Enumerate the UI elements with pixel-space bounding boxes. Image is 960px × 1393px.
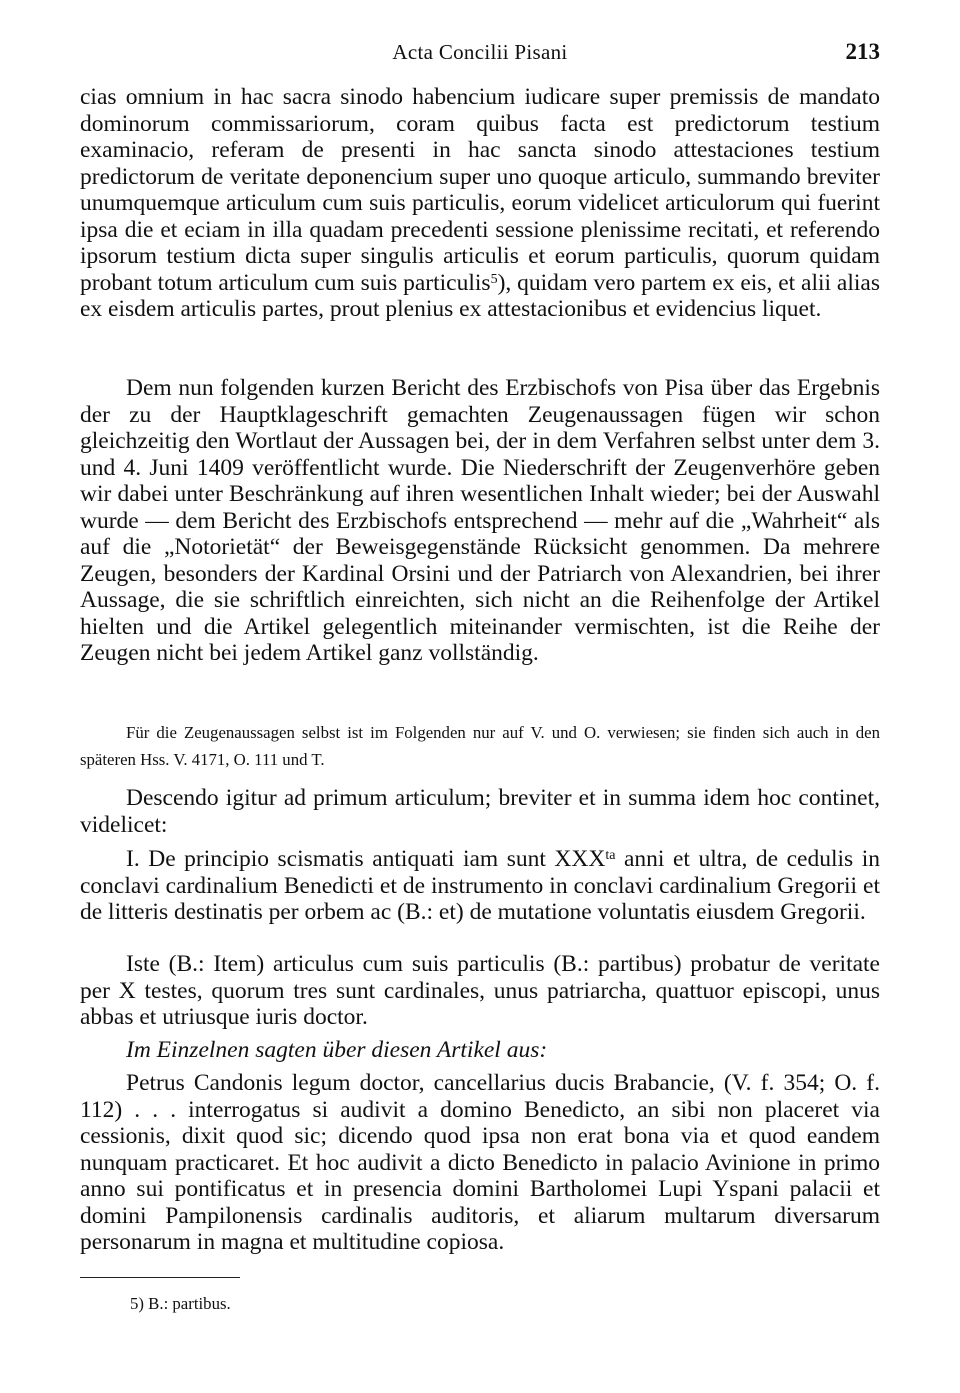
paragraph-latin-intro [80, 84, 880, 323]
paragraph-descendo [80, 785, 880, 838]
superscript: ta [605, 848, 616, 863]
small-print-note [80, 720, 880, 773]
paragraph-text: Petrus Candonis legum doctor, cancellarius ducis Brabancie, (V. f. 354; O. f. 112) . . . interrogatus si audivit a domino Benedicto, an sibi non placeret via cessionis, dixit quod sic; dicendo quod ipsa non erat bona via et quod eandem nunquam practicaret. Et hoc audivit a dicto Benedicto in palacio Avinione in primo anno sui pontificatus et in presencia domini Bartholomei Lupi Yspani palacii et domini Pampilonensis cardinalis auditoris, et aliarum multarum diversarum personarum in magna et multitudine copiosa. [80, 1070, 880, 1255]
paragraph-text: Iste (B.: Item) articulus cum suis particulis (B.: partibus) probatur de veritate per X testes, quorum tres sunt cardinales, unus patriarcha, quattuor episcopi, unus abbas et utriusque iuris doctor. [80, 951, 880, 1030]
footnote-reference: 5 [490, 271, 498, 287]
page-number: 213 [845, 39, 880, 64]
paragraph-text: ), quidam vero partem ex eis, et alii alias ex eisdem articulis partes, prout plenius ex attestacionibus et evidencius liquet. [80, 269, 880, 322]
paragraph-iste [80, 951, 880, 1031]
italic-heading [80, 1037, 880, 1064]
paragraph-text: I. De principio scismatis antiquati iam sunt XXX [126, 846, 606, 872]
footnote-divider [80, 1277, 240, 1278]
running-header [80, 36, 880, 68]
note-text: Für die Zeugenaussagen selbst ist im Folgenden nur auf V. und O. verwiesen; sie finden sich auch in den späteren Hss. V. 4171, O. 111 und T. [80, 723, 880, 769]
paragraph-text: cias omnium in hac sacra sinodo habencium iudicare super premissis de mandato dominorum commissariorum, coram quibus facta est predictorum testium examinacio, referam de presenti in hac sancta sinodo attestaciones testium predictorum de veritate deponencium super uno quoque articulo, summando breviter unumquemque articulum cum suis particulis, eorum videlicet articulorum qui fuerint ipsa die et eciam in illa quadam precedenti sessione plenissime recitati, et referendo ipsorum testium dicta super singulis articulis et eorum particulis, quorum quidam probant totum articulum cum suis particulis [80, 84, 880, 296]
paragraph-testimony [80, 1070, 880, 1256]
article-one [80, 846, 880, 926]
running-title: Acta Concilii Pisani [392, 40, 568, 64]
heading-text: Im Einzelnen sagten über diesen Artikel aus: [126, 1037, 548, 1063]
paragraph-text: Descendo igitur ad primum articulum; breviter et in summa idem hoc continet, videlicet: [80, 785, 880, 838]
paragraph-german-report [80, 375, 880, 667]
paragraph-text: anni et ultra, de cedulis in conclavi cardinalium Benedicti et de instrumento in conclavi cardinalium Gregorii et de litteris destinatis per orbem ac (B.: et) de mutatione voluntatis eiusdem Gregorii. [80, 846, 880, 925]
footnote: 5) B.: partibus. [130, 1294, 231, 1313]
paragraph-text: Dem nun folgenden kurzen Bericht des Erzbischofs von Pisa über das Ergebnis der zu der Hauptklageschrift gemachten Zeugenaussagen fügen wir schon gleichzeitig den Wortlaut der Aussagen bei, der in dem Verfahren selbst unter dem 3. und 4. Juni 1409 veröffentlicht wurde. Die Niederschrift der Zeugenverhöre geben wir dabei unter Beschränkung auf ihren wesentlichen Inhalt wieder; bei der Auswahl wurde — dem Bericht des Erzbischofs entsprechend — mehr auf die „Wahrheit“ als auf die „Notorietät“ der Beweisgegenstände Rücksicht genommen. Da mehrere Zeugen, besonders der Kardinal Orsini und der Patriarch von Alexandrien, bei ihrer Aussage, die sie schriftlich einreichten, sich nicht an die Reihenfolge der Artikel hielten und die Artikel gelegentlich miteinander vermischten, ist die Reihe der Zeugen nicht bei jedem Artikel ganz vollständig. [80, 375, 880, 666]
